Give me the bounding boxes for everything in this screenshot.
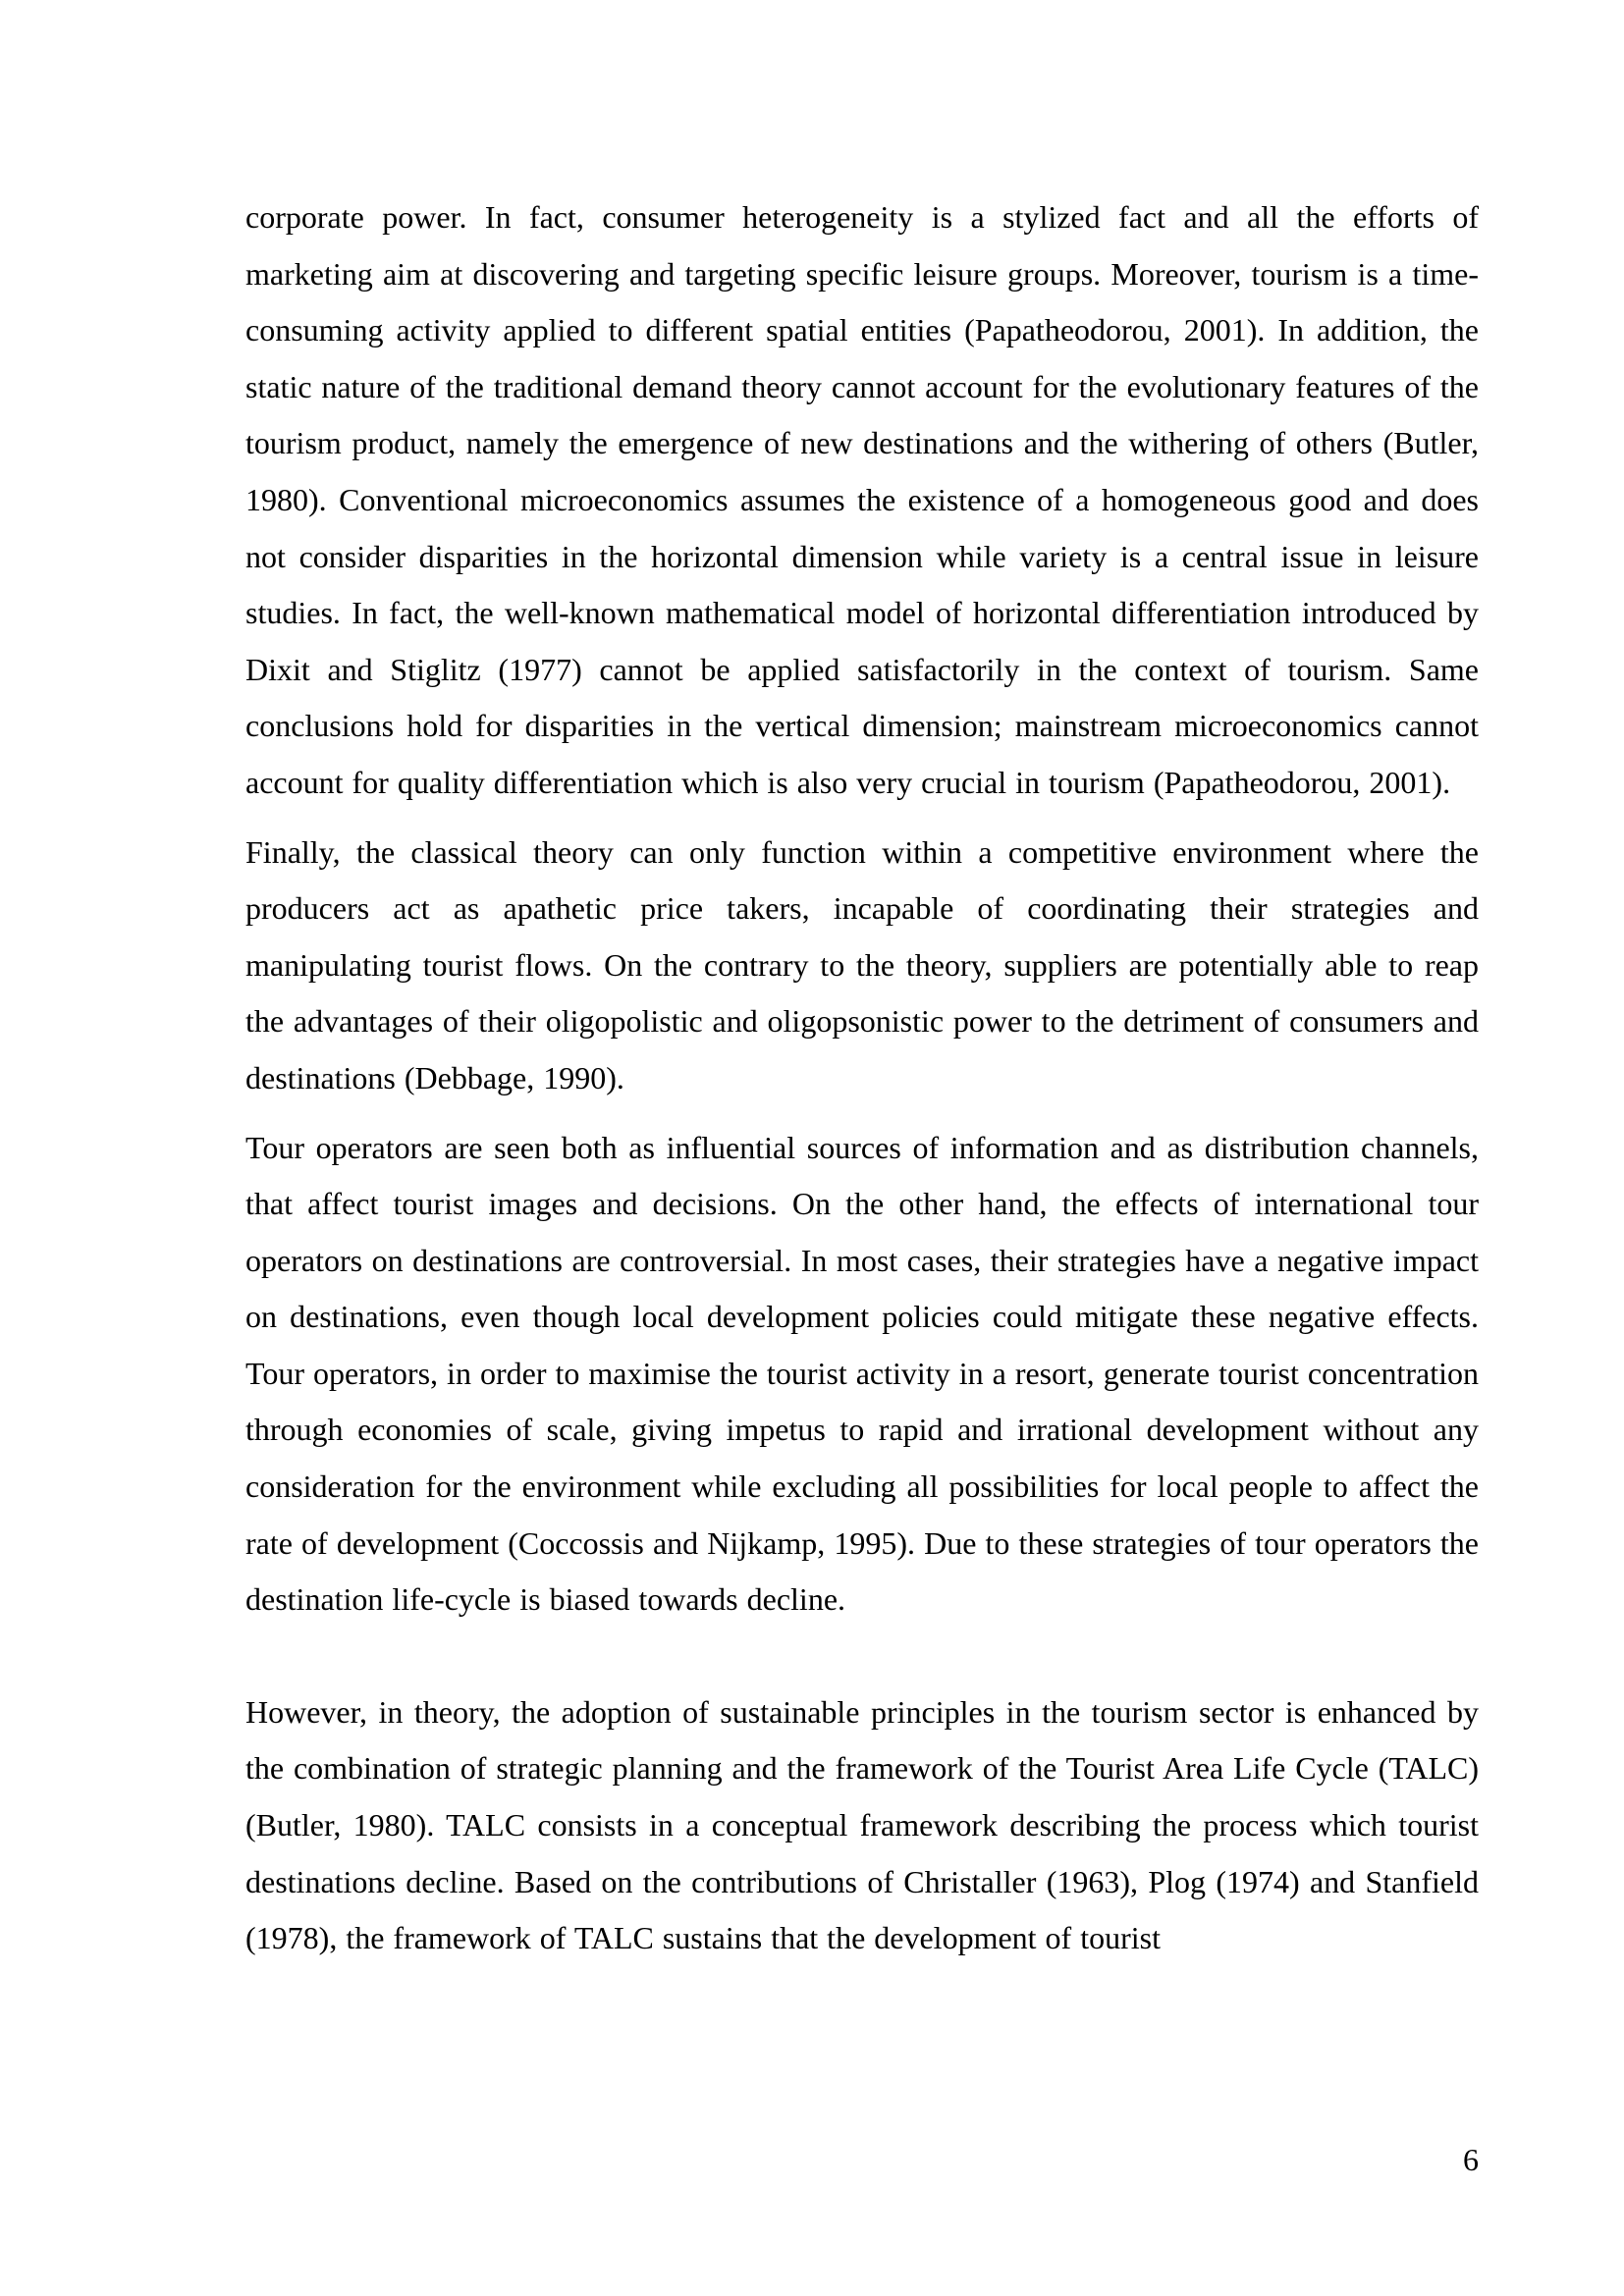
body-text	[245, 189, 1479, 1967]
paragraph-tour-operators: Tour operators are seen both as influential sources of information and as distribution channels, that affect tourist images and decisions. On the other hand, the effects of international tour operators on destinations are controversial. In most cases, their strategies have a negative impact on destinations, even though local development policies could mitigate these negative effects. Tour operators, in order to maximise the tourist activity in a resort, generate tourist concentration through economies of scale, giving impetus to rapid and irrational development without any consideration for the environment while excluding all possibilities for local people to affect the rate of development (Coccossis and Nijkamp, 1995). Due to these strategies of tour operators the destination life-cycle is biased towards decline.	[245, 1129, 1479, 1618]
paragraph-consumer-heterogeneity: corporate power. In fact, consumer heterogeneity is a stylized fact and all the efforts of marketing aim at discovering and targeting specific leisure groups. Moreover, tourism is a time-consuming activity applied to different spatial entities (Papatheodorou, 2001). In addition, the static nature of the traditional demand theory cannot account for the evolutionary features of the tourism product, namely the emergence of new destinations and the withering of others (Butler, 1980). Conventional microeconomics assumes the existence of a homogeneous good and does not consider disparities in the horizontal dimension while variety is a central issue in leisure studies. In fact, the well-known mathematical model of horizontal differentiation introduced by Dixit and Stiglitz (1977) cannot be applied satisfactorily in the context of tourism. Same conclusions hold for disparities in the vertical dimension; mainstream microeconomics cannot account for quality differentiation which is also very crucial in tourism (Papatheodorou, 2001).	[245, 199, 1479, 800]
paragraph-talc: However, in theory, the adoption of sustainable principles in the tourism sector is enhanced by the combination of strategic planning and the framework of the Tourist Area Life Cycle (TALC) (Butler, 1980). TALC consists in a conceptual framework describing the process which tourist destinations decline. Based on the contributions of Christaller (1963), Plog (1974) and Stanfield (1978), the framework of TALC sustains that the development of tourist	[245, 1693, 1479, 1956]
paragraph-classical-theory: Finally, the classical theory can only function within a competitive environment where the producers act as apathetic price takers, incapable of coordinating their strategies and manipulating tourist flows. On the contrary to the theory, suppliers are potentially able to reap the advantages of their oligopolistic and oligopsonistic power to the detriment of consumers and destinations (Debbage, 1990).	[245, 833, 1479, 1095]
page-number: 6	[1463, 2142, 1479, 2177]
